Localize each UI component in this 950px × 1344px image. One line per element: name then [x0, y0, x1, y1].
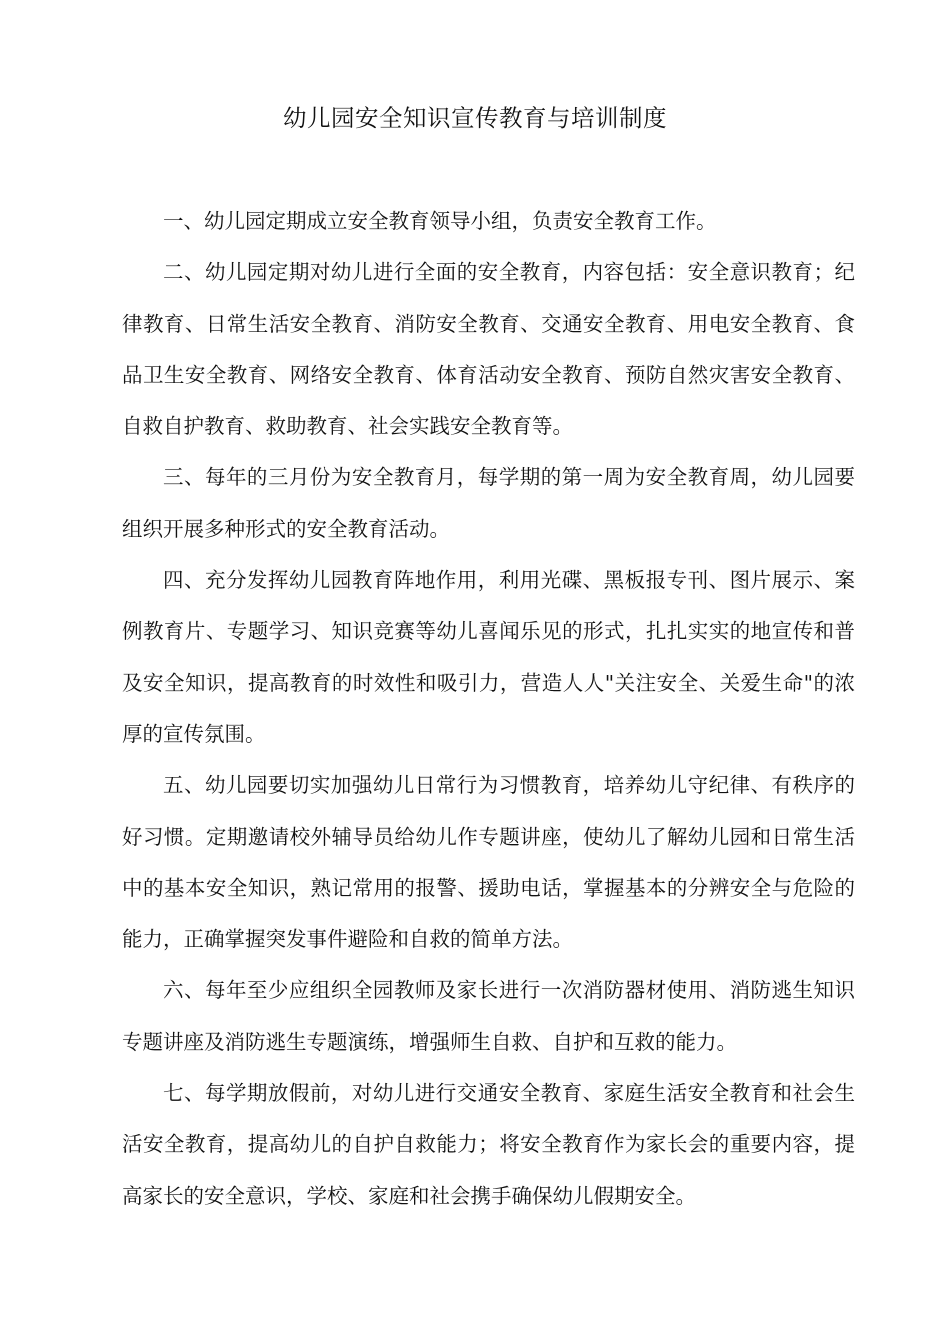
- paragraph-5: 五、幼儿园要切实加强幼儿日常行为习惯教育，培养幼儿守纪律、有秩序的好习惯。定期邀请校外辅导员给幼儿作专题讲座，使幼儿了解幼儿园和日常生活中的基本安全知识，熟记常用的报警、援助电话，掌握基本的分辨安全与危险的能力，正确掌握突发事件避险和自救的简单方法。: [122, 773, 855, 952]
- paragraph-7: 七、每学期放假前，对幼儿进行交通安全教育、家庭生活安全教育和社会生活安全教育，提高幼儿的自护自救能力；将安全教育作为家长会的重要内容，提高家长的安全意识，学校、家庭和社会携手确保幼儿假期安全。: [122, 1081, 855, 1208]
- paragraph-4: 四、充分发挥幼儿园教育阵地作用，利用光碟、黑板报专刊、图片展示、案例教育片、专题学习、知识竞赛等幼儿喜闻乐见的形式，扎扎实实的地宣传和普及安全知识，提高教育的时效性和吸引力，营造人人"关注安全、关爱生命"的浓厚的宣传氛围。: [122, 568, 855, 746]
- paragraph-1: 一、幼儿园定期成立安全教育领导小组，负责安全教育工作。: [163, 209, 717, 233]
- paragraph-3: 三、每年的三月份为安全教育月，每学期的第一周为安全教育周，幼儿园要组织开展多种形式的安全教育活动。: [122, 465, 855, 541]
- document-body: [122, 196, 855, 1222]
- paragraph-2: 二、幼儿园定期对幼儿进行全面的安全教育，内容包括：安全意识教育；纪律教育、日常生活安全教育、消防安全教育、交通安全教育、用电安全教育、食品卫生安全教育、网络安全教育、体育活动安全教育、预防自然灾害安全教育、自救自护教育、救助教育、社会实践安全教育等。: [122, 260, 855, 439]
- document-title: 幼儿园安全知识宣传教育与培训制度: [283, 104, 667, 132]
- paragraph-6: 六、每年至少应组织全园教师及家长进行一次消防器材使用、消防逃生知识专题讲座及消防逃生专题演练，增强师生自救、自护和互救的能力。: [122, 978, 855, 1054]
